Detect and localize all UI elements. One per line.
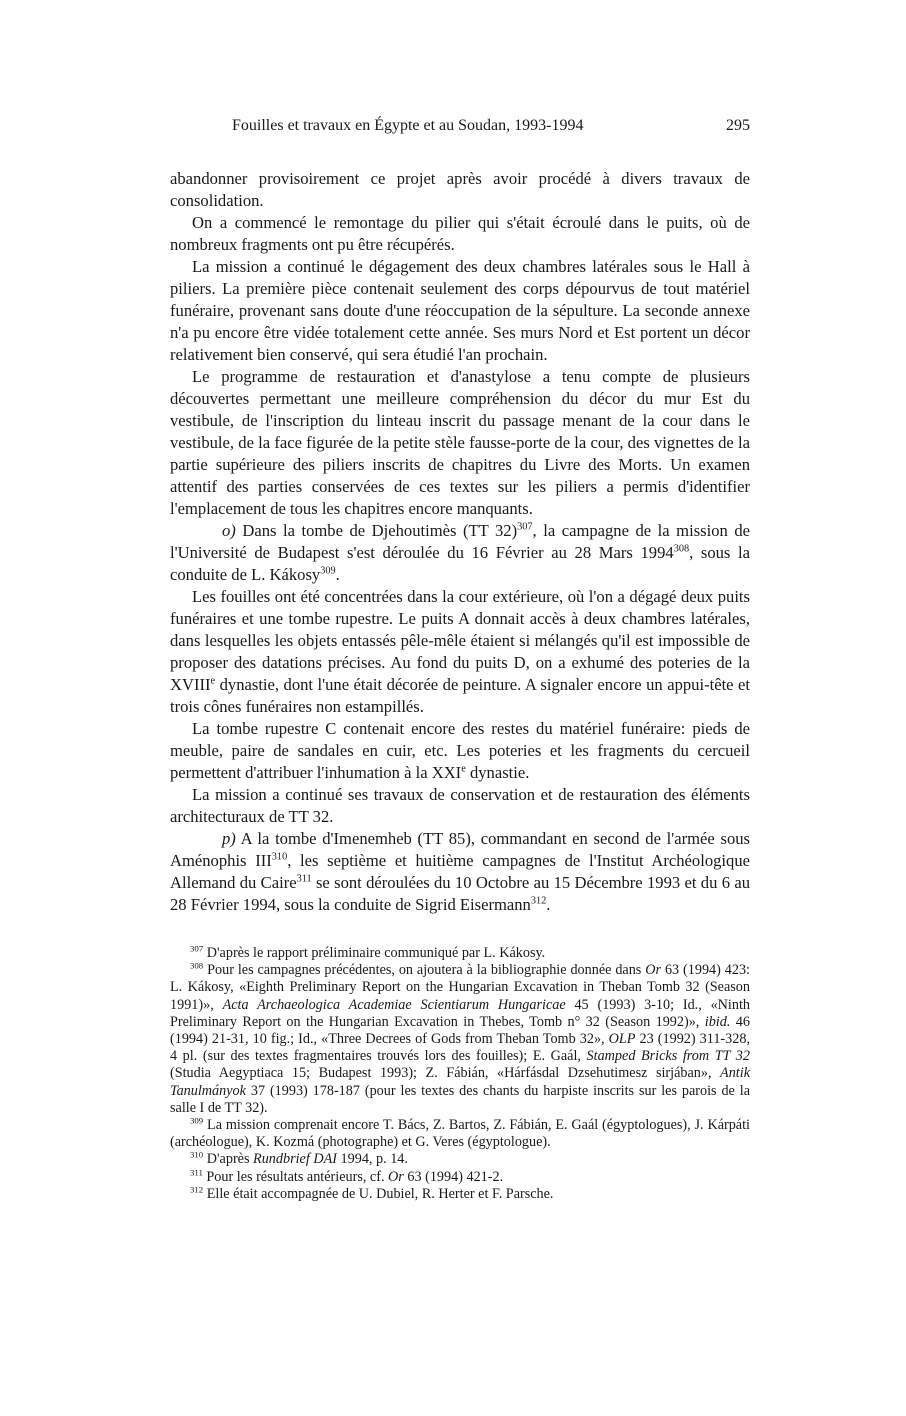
footnote-number: 307: [190, 943, 204, 954]
footnote: $^{307}$ D'après le rapport préliminaire communiqué par L. Kákosy.: [190, 943, 546, 961]
paragraph: La mission a continué ses travaux de conservation et de restauration des éléments architecturaux de TT 32.: [170, 785, 750, 826]
footnote: $^{308}$ Pour les campagnes précédentes, on ajoutera à la bibliographie donnée dans Or 63 (1994) 423: L. Kákosy, «Eighth Preliminary Report on the Hungarian Excavation in Theban Tomb 32 (Season 1991)», Acta Archaeologica Academiae Scientiarum Hungaricae 45 (1993) 3-10; Id., «Ninth Preliminary Report on the Hungarian Excavation in Thebes, Tomb n° 32 (Season 1992)», ibid. 46 (1994) 21-31, 10 fig.; Id., «Three Decrees of Gods from Theban Tomb 32», OLP 23 (1992) 311-328, 4 pl. (sur des textes fragmentaires trouvés lors des fouilles); E. Gaál, Stamped Bricks from TT 32 (Studia Aegyptiaca 15; Budapest 1993); Z. Fábián, «Hárfásdal Dzsehutimesz sirjában», Antik Tanulmányok 37 (1993) 178-187 (pour les textes des chants du harpiste inscrits sur les parois de la salle I de TT 32).: [170, 960, 750, 1116]
footnote-ref: 311: [296, 873, 312, 885]
paragraph-section-o: o) Dans la tombe de Djehoutimès (TT 32)$^{307}$, la campagne de la mission de l'Université de Budapest s'est déroulée du 16 Février au 28 Mars 1994$^{308}$, sous la conduite de L. Kákosy$^{309}$.: [170, 521, 750, 584]
footnote-ref: 309: [320, 565, 336, 577]
footnote: $^{309}$ La mission comprenait encore T. Bács, Z. Bartos, Z. Fábián, E. Gaál (égyptologues), J. Kárpáti (archéologue), K. Kozmá (photographe) et G. Veres (égyptologue).: [170, 1115, 750, 1151]
footnote-number: 308: [190, 960, 204, 971]
paragraph: Le programme de restauration et d'anastylose a tenu compte de plusieurs découvertes permettant une meilleure compréhension du décor du mur Est du vestibule, de l'inscription du linteau inscrit du passage menant de la cour dans le vestibule, de la face figurée de la petite stèle fausse-porte de la cour, des vignettes de la partie supérieure des piliers inscrits de chapitres du Livre des Morts. Un examen attentif des parties conservées de ces textes sur les piliers a permis d'identifier l'emplacement de tous les chapitres encore manquants.: [170, 367, 750, 518]
footnote: $^{312}$ Elle était accompagnée de U. Dubiel, R. Herter et F. Parsche.: [190, 1184, 554, 1202]
footnote-ref: 310: [271, 851, 288, 863]
running-header: [170, 117, 750, 141]
running-title: Fouilles et travaux en Égypte et au Soudan, 1993-1994: [232, 117, 584, 134]
paragraph: Les fouilles ont été concentrées dans la cour extérieure, où l'on a dégagé deux puits funéraires et une tombe rupestre. Le puits A donnait accès à deux chambres latérales, dans lesquelles les objets entassés pêle-mêle étaient si mélangés qu'il est impossible de proposer des datations précises. Au fond du puits D, on a exhumé des poteries de la XVIIIe dynastie, dont l'une était décorée de peinture. A signaler encore un appui-tête et trois cônes funéraires non estampillés.: [170, 587, 750, 716]
footnotes: [170, 945, 750, 1203]
paragraph: abandonner provisoirement ce projet après avoir procédé à divers travaux de consolidation.: [170, 169, 750, 210]
footnote-number: 309: [190, 1115, 204, 1126]
footnote-ref: 308: [673, 543, 690, 555]
paragraph-section-p: p) A la tombe d'Imenemheb (TT 85), commandant en second de l'armée sous Aménophis III$^{310}$, les septième et huitième campagnes de l'Institut Archéologique Allemand du Caire$^{311}$ se sont déroulées du 10 Octobre au 15 Décembre 1993 et du 6 au 28 Février 1994, sous la conduite de Sigrid Eisermann$^{312}$.: [170, 829, 750, 914]
footnote: $^{311}$ Pour les résultats antérieurs, cf. Or 63 (1994) 421-2.: [190, 1166, 504, 1185]
paragraph: La mission a continué le dégagement des deux chambres latérales sous le Hall à piliers. La première pièce contenait seulement des corps dépourvus de tout matériel funéraire, provenant sans doute d'une réoccupation de la sépulture. La seconde annexe n'a pu encore être vidée totalement cette année. Ses murs Nord et Est portent un décor relativement bien conservé, qui sera étudié l'an prochain.: [170, 257, 750, 364]
footnote: $^{310}$ D'après Rundbrief DAI 1994, p. 14.: [190, 1149, 408, 1168]
footnote-ref: 307: [517, 521, 533, 533]
footnote-number: 311: [190, 1166, 203, 1177]
footnote-ref: 312: [530, 895, 547, 907]
body-text: [170, 168, 750, 916]
paragraph: On a commencé le remontage du pilier qui s'était écroulé dans le puits, où de nombreux fragments ont pu être récupérés.: [170, 213, 750, 254]
section-label: o): [222, 521, 236, 540]
footnote-number: 310: [190, 1149, 204, 1160]
footnote-number: 312: [190, 1184, 204, 1195]
paragraph: La tombe rupestre C contenait encore des restes du matériel funéraire: pieds de meuble, paire de sandales en cuir, etc. Les poteries et les fragments du cercueil permettent d'attribuer l'inhumation à la XXIe dynastie.: [170, 719, 750, 782]
section-label: p): [222, 829, 236, 848]
page-number: 295: [726, 117, 750, 134]
